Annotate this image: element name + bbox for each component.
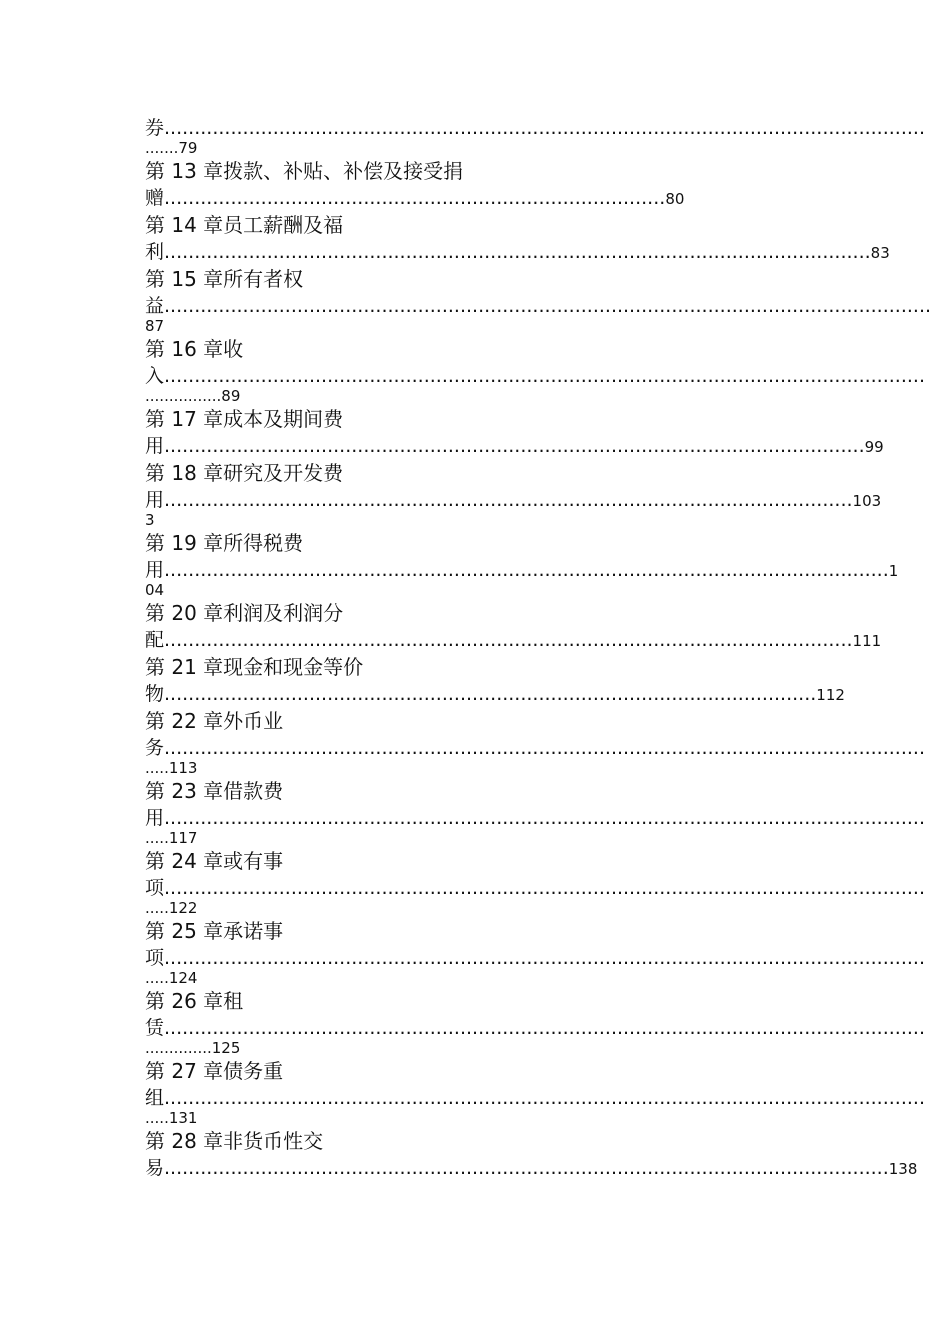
toc-page-number: 112 (816, 686, 845, 704)
toc-entry-lead: 易 (145, 1157, 165, 1179)
toc-entry-lead: 物 (145, 683, 165, 705)
toc-page-number: 80 (665, 190, 685, 208)
toc-entry-lead: 赠 (145, 187, 165, 209)
toc-entry-title[interactable]: 第 28 章非货币性交 (145, 1129, 324, 1153)
toc-page-wrap: 3 (145, 511, 155, 529)
toc-leader-dots: .............................................................................................................................. (164, 1087, 925, 1109)
toc-page-number: 103 (852, 492, 882, 510)
toc-entry-lead: 利 (145, 241, 165, 263)
toc-entry-lead: 项 (145, 947, 165, 969)
toc-page-number: 99 (864, 438, 884, 456)
toc-page-wrap: 87 (145, 317, 165, 335)
toc-page-wrap: ..............125 (145, 1039, 241, 1057)
toc-leader-dots: .............................................................................................................................. (164, 807, 925, 829)
toc-leader-dots: .............................................................................................................................. (164, 737, 925, 759)
toc-page-wrap: .......79 (145, 139, 198, 157)
toc-entry-line[interactable] (145, 432, 884, 460)
toc-page-number: 1 (888, 562, 899, 580)
toc-entry-lead: 用 (145, 559, 165, 581)
toc-leader-dots: .............................................................................................................................. (164, 1017, 925, 1039)
toc-leader-dots: ........................................................................................................................ (164, 559, 889, 581)
toc-page-wrap: .....113 (145, 759, 198, 777)
toc-entry-line[interactable] (145, 1154, 918, 1182)
toc-leader-dots: ............................................................................................................ (164, 683, 817, 705)
toc-leader-dots: ........................................................................................................................ (164, 1157, 889, 1179)
toc-entry-title[interactable]: 第 17 章成本及期间费 (145, 407, 344, 431)
toc-page-wrap: 04 (145, 581, 165, 599)
toc-leader-dots: ..................................................................................................................... (164, 241, 871, 263)
toc-leader-dots: ................................................................................... (164, 187, 666, 209)
toc-entry-title[interactable]: 第 13 章拨款、补贴、补偿及接受捐 (145, 159, 464, 183)
toc-entry-title[interactable]: 第 14 章员工薪酬及福 (145, 213, 344, 237)
toc-leader-dots: .............................................................................................................................. (164, 947, 925, 969)
toc-page-wrap: .....117 (145, 829, 198, 847)
toc-entry-lead: 项 (145, 877, 165, 899)
toc-leader-dots: .............................................................................................................................. (164, 365, 925, 387)
toc-entry-line[interactable] (145, 238, 890, 266)
toc-entry-title[interactable]: 第 19 章所得税费 (145, 531, 304, 555)
toc-leader-dots: .................................................................................................................. (164, 629, 853, 651)
toc-list (145, 114, 932, 1182)
toc-entry-title[interactable]: 第 22 章外币业 (145, 709, 284, 733)
toc-entry-lead: 用 (145, 435, 165, 457)
toc-page-wrap: .....124 (145, 969, 198, 987)
toc-leader-dots: .................................................................................................................... (164, 435, 865, 457)
toc-entry-title[interactable]: 第 20 章利润及利润分 (145, 601, 344, 625)
toc-entry-line[interactable] (145, 184, 815, 212)
toc-entry-title[interactable]: 第 23 章借款费 (145, 779, 284, 803)
toc-page-wrap: .....122 (145, 899, 198, 917)
toc-page-number: 83 (870, 244, 890, 262)
toc-page-wrap: .....131 (145, 1109, 198, 1127)
toc-entry-lead: 务 (145, 737, 165, 759)
toc-leader-dots: .............................................................................................................................. (164, 117, 925, 139)
toc-leader-dots: .............................................................................................................................. (164, 877, 925, 899)
toc-entry-title[interactable]: 第 25 章承诺事 (145, 919, 284, 943)
toc-leader-dots: ............................................................................................................................... (164, 295, 932, 317)
toc-page-number: 138 (888, 1160, 918, 1178)
toc-entry-title[interactable]: 第 24 章或有事 (145, 849, 284, 873)
toc-entry-title[interactable]: 第 27 章债务重 (145, 1059, 284, 1083)
toc-entry-lead: 赁 (145, 1017, 165, 1039)
toc-page-wrap: ................89 (145, 387, 241, 405)
toc-entry-title[interactable]: 第 21 章现金和现金等价 (145, 655, 364, 679)
toc-entry-lead: 用 (145, 489, 165, 511)
toc-entry-lead: 入 (145, 365, 165, 387)
toc-entry-lead: 组 (145, 1087, 165, 1109)
toc-entry-lead: 用 (145, 807, 165, 829)
toc-entry-lead: 券 (145, 117, 165, 139)
toc-entry-lead: 益 (145, 295, 165, 317)
toc-page-number: 111 (852, 632, 882, 650)
toc-entry-line[interactable] (145, 626, 882, 654)
toc-entry-title[interactable]: 第 16 章收 (145, 337, 244, 361)
toc-entry-title[interactable]: 第 26 章租 (145, 989, 244, 1013)
toc-entry-title[interactable]: 第 15 章所有者权 (145, 267, 304, 291)
toc-leader-dots: .................................................................................................................. (164, 489, 853, 511)
toc-entry-line[interactable] (145, 680, 845, 708)
toc-entry-lead: 配 (145, 629, 165, 651)
toc-entry-title[interactable]: 第 18 章研究及开发费 (145, 461, 344, 485)
